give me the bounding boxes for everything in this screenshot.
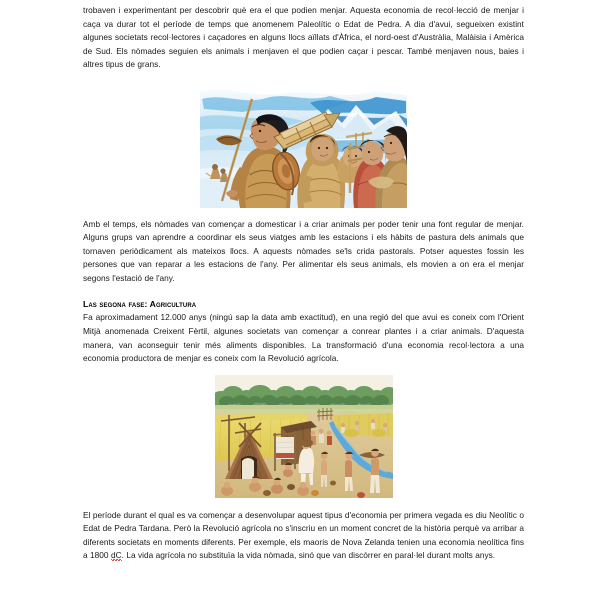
nomads-illustration-svg xyxy=(200,83,407,208)
paragraph-agricultural-revolution: Fa aproximadament 12.000 anys (ningú sap la data amb exactitud), en una regió del que avui es coneix com l'Orient Mitjà anomenada Creixent Fèrtil, algunes societats van començar a conrear plantes i a criar animals. D'aquesta manera, van aconseguir tenir més aliments disponibles. La transformació d'una economia recol·lectora a una economia productora de menjar es coneix com la Revolució agrícola. xyxy=(83,312,524,364)
paragraph-pastoralism: Amb el temps, els nòmades van començar a domesticar i a criar animals per poder tenir una font regular de menjar. Alguns grups van aprendre a coordinar els seus viatges amb les estacions i els hàbits de pastura dels animals que tornaven periòdicament als mateixos llocs. A aquests nòmades se'ls crida pastorals. Potser aquestes fossin les persones que van reparar a les estacions de l'any. Per alimentar els seus animals, els movien a on era el menjar segons l'estació de l'any. xyxy=(83,218,524,283)
village-illustration-svg xyxy=(215,375,393,498)
paragraph-opening: trobaven i experimentant per descobrir què era el que podien menjar. Aquesta economia de recol·lecció de menjar i caça va durar tot el període de temps que anomenem Paleolític o Edat de Pedra. A dia d'avui, segueixen existint algunes societats recol·lectores i caçadores en alguns llocs aïllats d'Àfrica, el nord-oest d'Austràlia, Malàisia i Amèrica de Sud. Els nòmades seguien els animals i menjaven el que podien caçar i pescar. També menjaven nous, baies i altres tipus de grans. xyxy=(83,5,524,70)
spacer xyxy=(83,498,524,509)
spacer xyxy=(83,366,524,375)
spacer xyxy=(83,285,524,298)
spacer xyxy=(83,72,524,83)
spacer xyxy=(83,208,524,218)
paragraph-neolithic-part-2: . La vida agrícola no substituïa la vida nòmada, sinó que van discórrer en paral·lel durant molts anys. xyxy=(121,550,496,561)
nomadic-hunter-gatherers-illustration xyxy=(200,83,407,208)
document-content xyxy=(83,4,524,563)
paragraph-neolithic xyxy=(83,509,524,563)
neolithic-village-agriculture-illustration xyxy=(215,375,393,498)
section-heading-agriculture: Las segona fase: Agricultura xyxy=(83,299,197,310)
figure-1-wrapper xyxy=(83,83,524,208)
spellcheck-error-word[interactable]: dC xyxy=(110,550,122,561)
paragraph-neolithic-part-1: El període durant el qual es va començar a desenvolupar aquest tipus d'economia per primera vegada es diu Neolític o Edat de Pedra Tardana. Però la Revolució agrícola no s'inscriu en un moment concret de la història perquè va arribar a diferents societats en moments diferents. Per exemple, els maoris de Nova Zelanda tenien una economia neolítica fins a 1800 xyxy=(83,509,524,561)
figure-2-wrapper xyxy=(83,375,524,498)
